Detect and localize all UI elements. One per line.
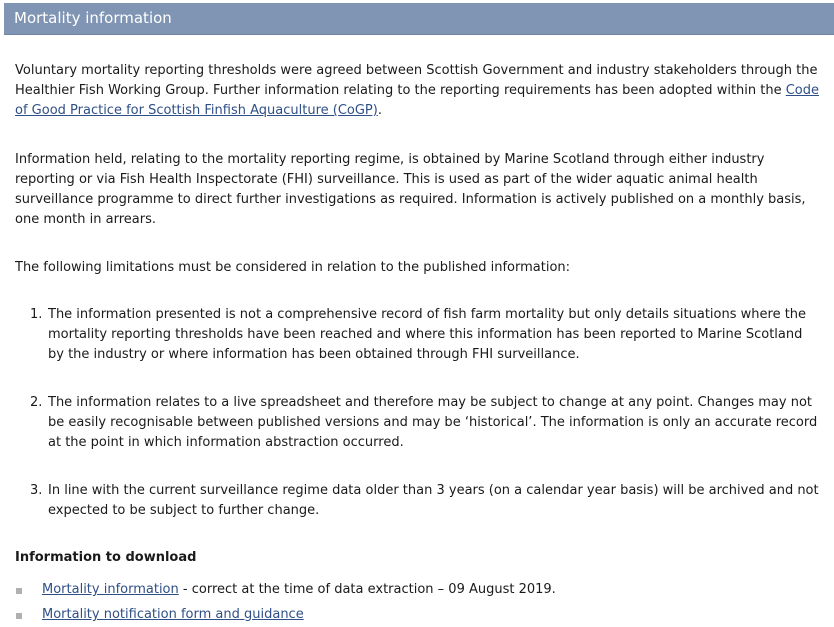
mortality-information-link[interactable]: Mortality information (42, 582, 179, 597)
download-item-suffix: - correct at the time of data extraction – 09 August 2019. (178, 582, 556, 597)
intro-paragraph-1-end: . (377, 103, 382, 118)
list-item-number: 1. (30, 307, 43, 322)
intro-paragraph-1-text: Voluntary mortality reporting thresholds were agreed between Scottish Government and industry stakeholders through the Healthier Fish Working Group. Further information relating to the reporting requirements has been adopted within the (15, 63, 818, 98)
intro-paragraph-3: The following limitations must be considered in relation to the published information: (15, 260, 571, 275)
intro-paragraph-2: Information held, relating to the mortality reporting regime, is obtained by Marine Scotland through either industry reporting or via Fish Health Inspectorate (FHI) surveillance. This is used as part of the wider aquatic animal health surveillance programme to direct further investigations as required. Information is actively published on a monthly basis, one month in arrears. (15, 152, 806, 227)
square-bullet-icon (16, 588, 22, 594)
downloads-heading: Information to download (15, 550, 197, 565)
square-bullet-icon (16, 613, 22, 619)
mortality-notification-form-link[interactable]: Mortality notification form and guidance (42, 607, 304, 622)
list-item-number: 3. (30, 483, 43, 498)
list-item-number: 2. (30, 395, 43, 410)
cogp-link[interactable]: Code of Good Practice for Scottish Finfish Aquaculture (CoGP) (15, 83, 820, 118)
list-item-text: The information relates to a live spreadsheet and therefore may be subject to change at any point. Changes may not be easily recognisable between published versions and may be ‘historical’. The information is only an accurate record at the point in which information abstraction occurred. (48, 395, 818, 450)
download-item-text (42, 605, 304, 625)
list-item-text: The information presented is not a comprehensive record of fish farm mortality but only details situations where the mortality reporting thresholds have been reached and where this information has been reported to Marine Scotland by the industry or where information has been obtained through FHI surveillance. (48, 307, 807, 362)
download-item-text (42, 580, 556, 600)
section-title: Mortality information (14, 9, 172, 27)
intro-paragraph-1 (15, 61, 821, 121)
list-item-text: In line with the current surveillance regime data older than 3 years (on a calendar year basis) will be archived and not expected to be subject to further change. (48, 483, 819, 518)
section-header (4, 3, 834, 35)
